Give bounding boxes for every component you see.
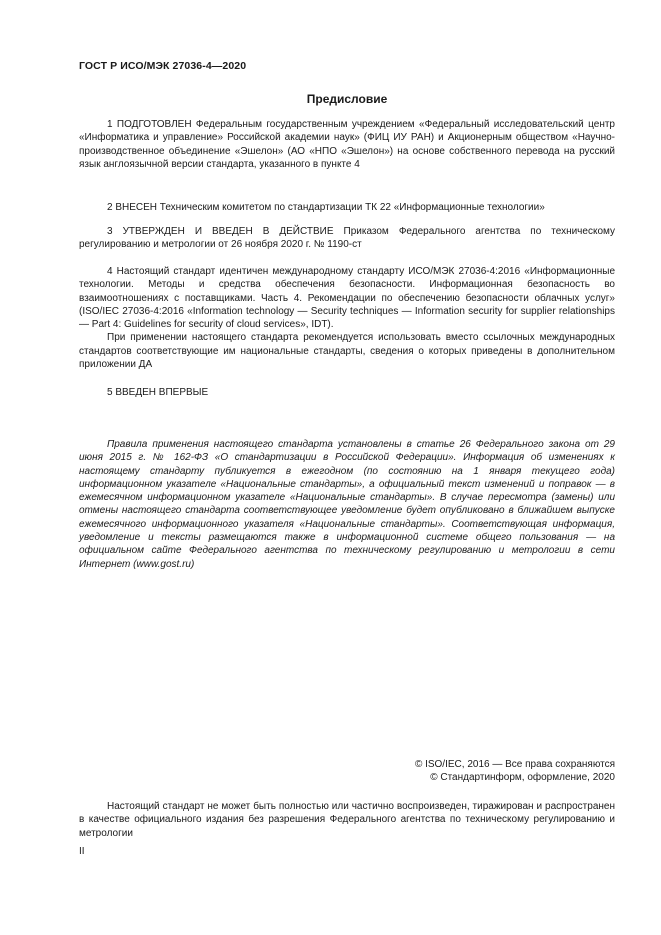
notice-text: Правила применения настоящего стандарта установлены в статье 26 Федерального закона от 29 июня 2015 г. № 162-ФЗ «О стандартизации в Российской Федерации». Информация об изменениях к настоящему стандарту публикуется в ежегодном (по состоянию на 1 января текущего года) информационном указателе «Национальные стандарты», а официальный текст изменений и поправок — в ежемесячном информационном указателе «Национальные стандарты». В случае пересмотра (замены) или отмены настоящего стандарта соответствующее уведомление будет опубликовано в ближайшем выпуске ежемесячного информационного указателя «Национальные стандарты». Соответствующая информация, уведомление и тексты размещаются также в информационной системе общего пользования — на официальном сайте Федерального агентства по техническому регулированию и метрологии в сети Интернет (www.gost.ru) — [79, 439, 615, 570]
copyright-iso: © ISO/IEC, 2016 — Все права сохраняются — [414, 759, 615, 770]
paragraph-5-block — [79, 386, 615, 399]
reproduction-notice: Настоящий стандарт не может быть полностью или частично воспроизведен, тиражирован и распространен в качестве официального издания без разрешения Федерального агентства по техническому регулированию и метрологии — [79, 801, 615, 839]
document-header: ГОСТ Р ИСО/МЭК 27036-4—2020 — [79, 60, 247, 72]
paragraph-1-block — [79, 118, 615, 171]
paragraph-3-block — [79, 225, 615, 252]
paragraph-prepared-by: 1 ПОДГОТОВЛЕН Федеральным государственным учреждением «Федеральный исследовательский центр «Информатика и управление» Российской академии наук» (ФИЦ ИУ РАН) и Акционерным обществом «Научно-производственное объединение «Эшелон» (АО «НПО «Эшелон») на основе собственного перевода на русский язык англоязычной версии стандарта, указанного в пункте 4 — [79, 119, 615, 170]
paragraph-approved: 3 УТВЕРЖДЕН И ВВЕДЕН В ДЕЙСТВИЕ Приказом Федерального агентства по техническому регулированию и метрологии от 26 ноября 2020 г. № 1190-ст — [79, 226, 615, 251]
paragraph-2-block — [79, 201, 615, 214]
paragraph-4-block — [79, 265, 615, 371]
reproduction-notice-block — [79, 800, 615, 840]
copyright-block — [215, 758, 615, 785]
paragraph-identical-standard: 4 Настоящий стандарт идентичен международному стандарту ИСО/МЭК 27036-4:2016 «Информационные технологии. Методы и средства обеспечения безопасности. Информационная безопасность во взаимоотношениях с поставщиками. Часть 4. Рекомендации по обеспечению безопасности облачных услуг» (ISO/IEC 27036-4:2016 «Information technology — Security techniques — Information security for supplier relationships — Part 4: Guidelines for security of cloud services», IDT). — [79, 266, 615, 331]
paragraph-submitted-by: 2 ВНЕСЕН Техническим комитетом по стандартизации ТК 22 «Информационные технологии» — [107, 202, 545, 213]
copyright-standartinform: © Стандартинформ, оформление, 2020 — [430, 772, 615, 784]
page-number: II — [79, 846, 85, 857]
paragraph-national-standards-note: При применении настоящего стандарта рекомендуется использовать вместо ссылочных международных стандартов соответствующие им национальные стандарты, сведения о которых приведены в дополнительном приложении ДА — [79, 332, 615, 371]
page-title: Предисловие — [306, 92, 388, 106]
paragraph-introduced-first: 5 ВВЕДЕН ВПЕРВЫЕ — [107, 387, 209, 398]
application-rules-notice — [79, 438, 615, 571]
